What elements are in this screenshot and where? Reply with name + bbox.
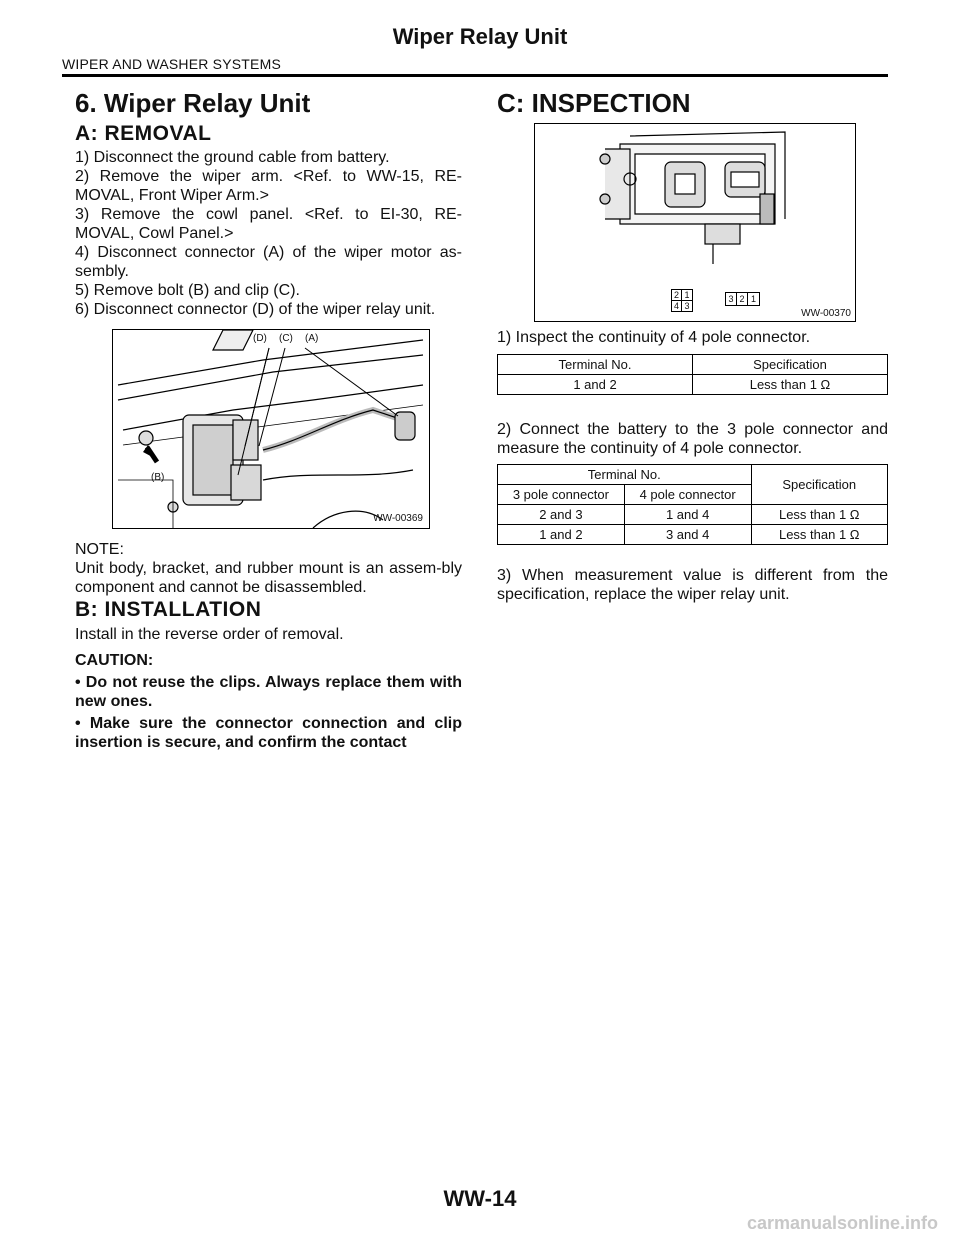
note-text: Unit body, bracket, and rubber mount is an assem-bly component and cannot be disassembled. — [75, 560, 462, 596]
table-row — [498, 505, 888, 525]
callout-b: (B) — [151, 472, 165, 483]
removal-step-1: 1) Disconnect the ground cable from battery. — [75, 149, 390, 166]
table-cell: 3 and 4 — [624, 525, 751, 545]
callout-d: (D) — [253, 333, 267, 344]
table-row — [498, 375, 888, 395]
caution-block — [75, 651, 462, 752]
table-cell: Less than 1 Ω — [751, 525, 888, 545]
callout-c: (C) — [279, 333, 293, 344]
table-subheader: 3 pole connector — [498, 485, 625, 505]
header-rule — [62, 74, 888, 77]
table-cell: 1 and 2 — [498, 525, 625, 545]
inspection-step-3: 3) When measurement value is different from the specification, replace the wiper relay unit. — [497, 567, 888, 603]
table-header: Terminal No. — [498, 465, 752, 485]
removal-step-3: 3) Remove the cowl panel. <Ref. to EI-30, RE-MOVAL, Cowl Panel.> — [75, 206, 462, 242]
removal-steps — [75, 148, 462, 319]
pin-3: 3 — [684, 301, 690, 311]
inspection-step-1: 1) Inspect the continuity of 4 pole connector. — [497, 329, 811, 346]
table-cell: 1 and 2 — [498, 375, 693, 395]
table-4-pole-continuity — [497, 354, 888, 395]
inspection-step-2: 2) Connect the battery to the 3 pole connector and measure the continuity of 4 pole connector. — [497, 421, 888, 457]
note-label: NOTE: — [75, 541, 124, 558]
figure-relay-connectors — [534, 123, 856, 322]
table-subheader: 4 pole connector — [624, 485, 751, 505]
pin-2: 2 — [672, 290, 682, 301]
pin-3: 3 — [726, 293, 737, 305]
page-number: WW-14 — [443, 1186, 517, 1211]
figure-code: WW-00369 — [373, 513, 423, 524]
pin-1: 1 — [682, 290, 692, 301]
inspection-heading: C: INSPECTION — [497, 88, 691, 118]
figure-wiper-relay-removal — [112, 329, 430, 529]
page-title: Wiper Relay Unit — [392, 24, 568, 49]
installation-heading: B: INSTALLATION — [75, 598, 262, 621]
table-cell: 1 and 4 — [624, 505, 751, 525]
installation-text: Install in the reverse order of removal. — [75, 626, 344, 643]
pin-2: 2 — [737, 293, 748, 305]
relay-unit-illustration — [535, 124, 855, 321]
table-battery-continuity — [497, 464, 888, 545]
connector-3-pole — [725, 292, 760, 306]
pin-1: 1 — [750, 294, 756, 304]
table-cell: 2 and 3 — [498, 505, 625, 525]
figure-code: WW-00370 — [801, 308, 851, 319]
table-cell: Less than 1 Ω — [693, 375, 888, 395]
chapter-heading: 6. Wiper Relay Unit — [75, 88, 311, 118]
note-block — [75, 540, 462, 597]
caution-item-1: • Do not reuse the clips. Always replace them with new ones. — [75, 674, 462, 710]
removal-heading: A: REMOVAL — [75, 122, 212, 145]
callout-a: (A) — [305, 333, 319, 344]
removal-step-2: 2) Remove the wiper arm. <Ref. to WW-15, RE-MOVAL, Front Wiper Arm.> — [75, 168, 462, 204]
relay-removal-illustration — [113, 330, 429, 528]
table-header: Terminal No. — [498, 355, 693, 375]
caution-label: CAUTION: — [75, 652, 154, 669]
table-cell: Less than 1 Ω — [751, 505, 888, 525]
removal-step-6: 6) Disconnect connector (D) of the wiper relay unit. — [75, 301, 436, 318]
caution-item-2: • Make sure the connector connection and clip insertion is secure, and confirm the contact — [75, 715, 462, 751]
removal-step-5: 5) Remove bolt (B) and clip (C). — [75, 282, 300, 299]
watermark: carmanualsonline.info — [746, 1213, 938, 1233]
section-name: WIPER AND WASHER SYSTEMS — [62, 56, 281, 72]
table-header: Specification — [693, 355, 888, 375]
connector-4-pole — [671, 289, 693, 312]
table-header: Specification — [751, 465, 888, 505]
removal-step-4: 4) Disconnect connector (A) of the wiper motor as-sembly. — [75, 244, 462, 280]
pin-4: 4 — [672, 301, 682, 311]
table-row — [498, 525, 888, 545]
